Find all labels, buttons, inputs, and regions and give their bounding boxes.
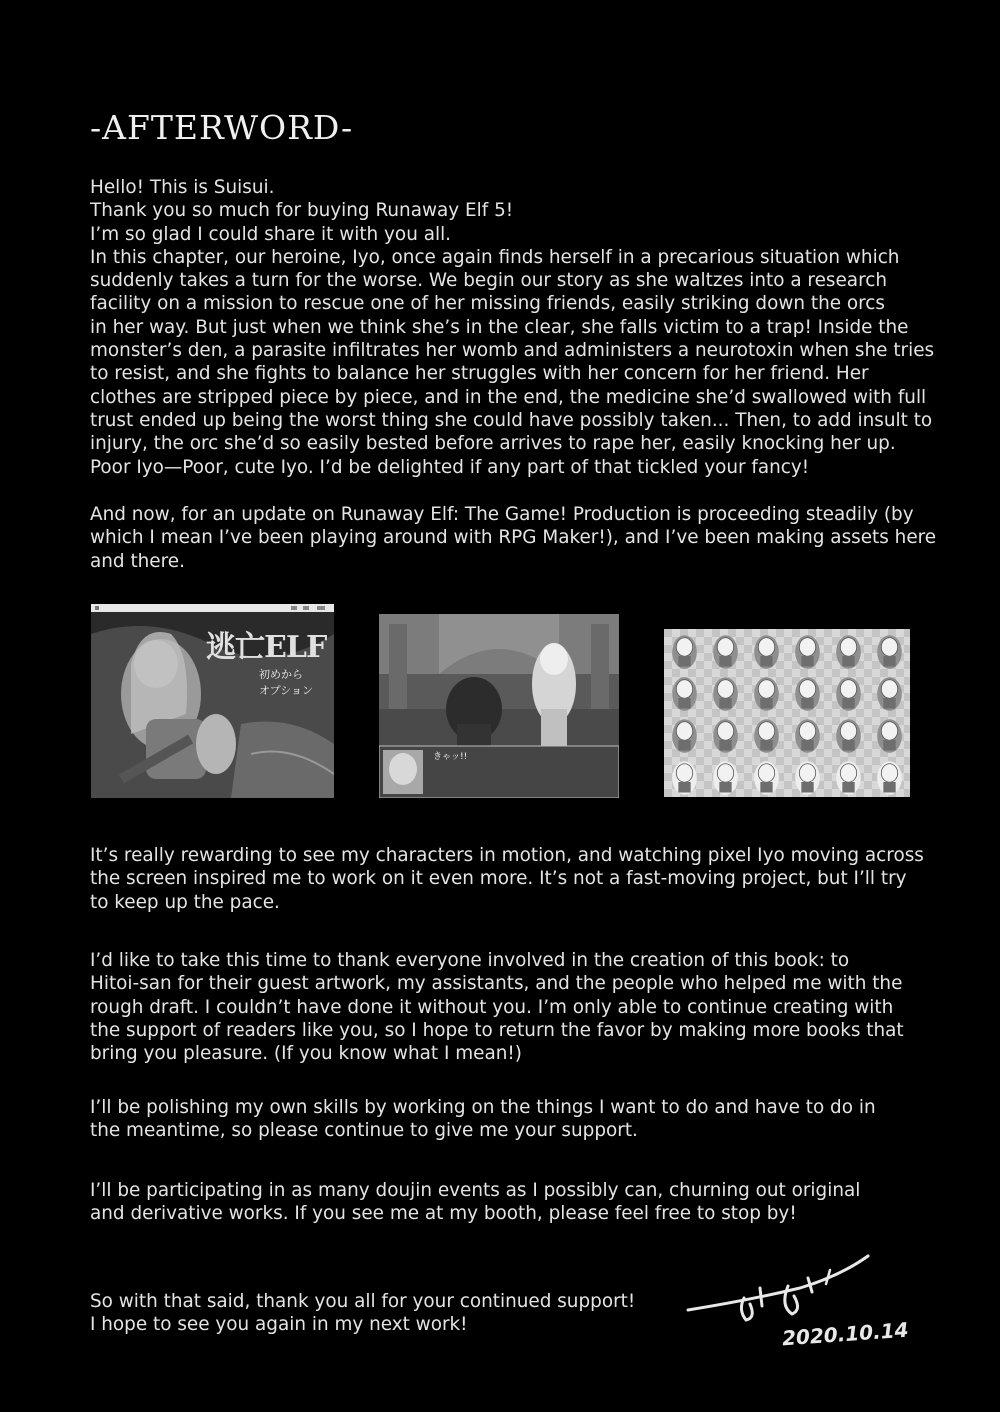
game-logo-text: 逃亡ELF [206,630,327,665]
sprite-frame [836,719,861,753]
text-line: rough draft. I couldn’t have done it without you. I’m only able to continue creating with [90,996,894,1018]
sprite-frame [754,677,779,711]
sprite-frame [713,635,738,669]
signature-date: 2020.10.14 [781,1317,910,1351]
text-line: facility on a mission to rescue one of her missing friends, easily striking down the orcs [90,293,885,315]
text-line: In this chapter, our heroine, Iyo, once again finds herself in a precarious situation which [90,246,900,268]
intro-paragraph [90,176,935,479]
sprite-frame [754,761,779,795]
sprite-frame [836,677,861,711]
menu-options: オプション [259,684,314,697]
sprite-frame [795,761,820,795]
page-title: -AFTERWORD- [90,108,354,147]
text-line: to keep up the pace. [90,891,280,913]
text-line: Hitoi-san for their guest artwork, my assistants, and the people who helped me with the [90,973,903,995]
text-line: Hello! This is Suisui. [90,177,275,198]
text-line: the meantime, so please continue to give me your support. [90,1120,638,1142]
text-line: I’d like to take this time to thank everyone involved in the creation of this book: to [90,950,850,971]
sprite-sheet-screenshot [664,629,910,797]
sprite-frame [672,677,697,711]
skills-paragraph [90,1096,930,1143]
sprite-frame [754,635,779,669]
sprite-frame [713,677,738,711]
motion-paragraph [90,844,930,914]
text-line: I’ll be polishing my own skills by working on the things I want to do and have to do in [90,1097,876,1118]
sprite-frame [836,635,861,669]
sprite-frame [713,719,738,753]
text-line: And now, for an update on Runaway Elf: The Game! Production is proceeding steadily (by [90,504,914,525]
text-line: and derivative works. If you see me at my booth, please feel free to stop by! [90,1203,797,1225]
sprite-frame [877,677,902,711]
sprite-frame [795,719,820,753]
menu-new-game: 初めから [259,668,303,681]
text-line: trust ended up being the worst thing she could have possibly taken... Then, to add insult to [90,409,933,431]
events-paragraph [90,1179,930,1226]
text-line: in her way. But just when we think she’s in the clear, she falls victim to a trap! Inside the [90,316,909,338]
text-line: injury, the orc she’d so easily bested before arrives to rape her, easily knocking her up. [90,433,896,455]
text-line: bring you pleasure. (If you know what I mean!) [90,1043,522,1065]
sprite-frame [672,761,697,795]
text-line: which I mean I’ve been playing around with RPG Maker!), and I’ve been making assets here [90,527,937,549]
text-line: Poor Iyo—Poor, cute Iyo. I’d be delighted if any part of that tickled your fancy! [90,456,810,478]
text-line: the support of readers like you, so I hope to return the favor by making more books that [90,1019,904,1041]
sprite-frame [754,719,779,753]
text-line: to resist, and she fights to balance her struggles with her concern for her friend. Her [90,363,869,385]
sprite-frame [713,761,738,795]
dialogue-text: きゃッ!! [433,752,468,762]
sprite-frame [877,635,902,669]
thanks-paragraph [90,949,930,1065]
text-line: monster’s den, a parasite infiltrates her womb and administers a neurotoxin when she tries [90,340,935,362]
author-signature [680,1248,910,1358]
sprite-frame [877,719,902,753]
sprite-frame [795,635,820,669]
text-line: So with that said, thank you all for your continued support! [90,1291,636,1312]
text-line: Thank you so much for buying Runaway Elf 5! [90,200,514,222]
text-line: I hope to see you again in my next work! [90,1314,468,1336]
title-screen-screenshot [91,604,334,798]
text-line: and there. [90,550,185,572]
sprite-frame [795,677,820,711]
game-update-paragraph [90,503,937,573]
text-line: I’ll be participating in as many doujin events as I possibly can, churning out original [90,1180,861,1201]
text-line: clothes are stripped piece by piece, and in the end, the medicine she’d swallowed with full [90,386,927,408]
text-line: the screen inspired me to work on it even more. It’s not a fast-moving project, but I’ll try [90,868,907,890]
text-line: It’s really rewarding to see my characters in motion, and watching pixel Iyo moving across [90,845,924,866]
battle-scene-screenshot [379,614,619,798]
text-line: I’m so glad I could share it with you all. [90,223,452,245]
sprite-frame [877,761,902,795]
sprite-frame [672,719,697,753]
text-line: suddenly takes a turn for the worse. We begin our story as she waltzes into a research [90,270,887,292]
sprite-frame [672,635,697,669]
sprite-frame [836,761,861,795]
